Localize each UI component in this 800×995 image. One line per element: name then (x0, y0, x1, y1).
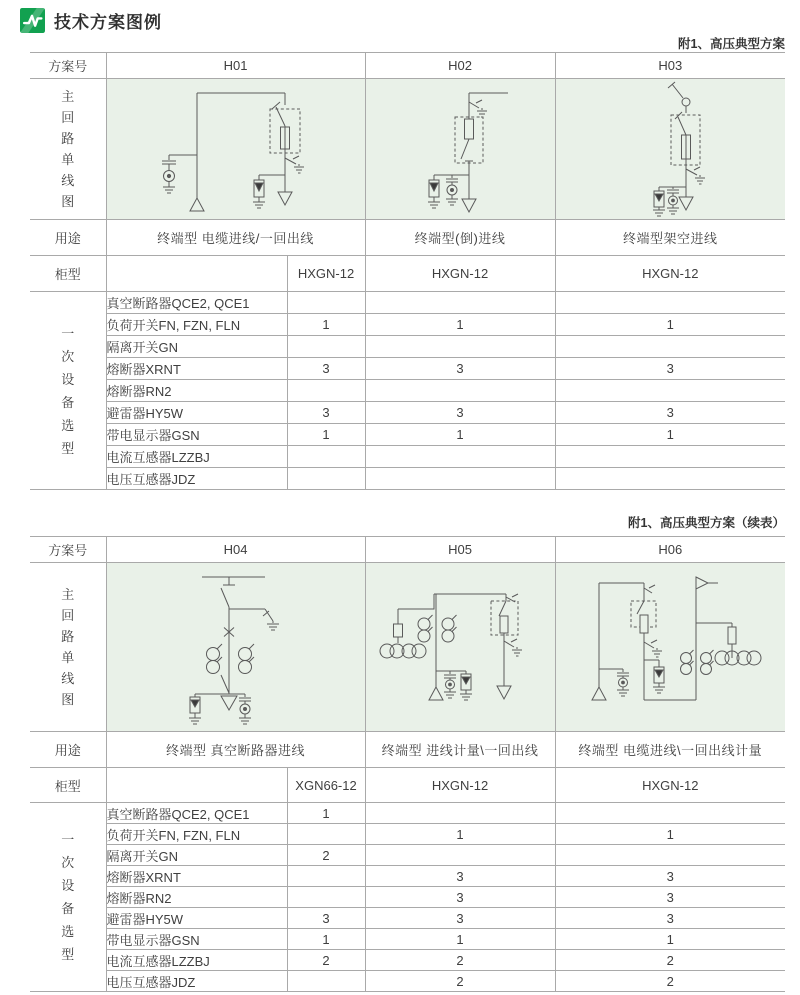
equipment-row-label: 一次设备选型 (30, 292, 106, 490)
equipment-value: 2 (555, 971, 785, 992)
scheme-table-1 (30, 52, 785, 490)
equipment-name: 隔离开关GN (106, 845, 287, 866)
equipment-value: 1 (287, 314, 365, 336)
usage-row-label: 用途 (30, 732, 106, 768)
scheme-h03: H03 (555, 53, 785, 79)
equipment-value (287, 468, 365, 490)
h02-diagram-cell (365, 79, 555, 220)
h06-circuit-diagram (556, 563, 784, 731)
equipment-value (555, 845, 785, 866)
cabinet-row-label: 柜型 (30, 256, 106, 292)
equipment-name: 负荷开关FN, FZN, FLN (106, 314, 287, 336)
equipment-value: 3 (365, 358, 555, 380)
equipment-value: 3 (287, 358, 365, 380)
equipment-value: 3 (555, 402, 785, 424)
equipment-value: 1 (365, 424, 555, 446)
equipment-value (287, 292, 365, 314)
equipment-value (287, 336, 365, 358)
equipment-name: 真空断路器QCE2, QCE1 (106, 292, 287, 314)
equipment-value (287, 380, 365, 402)
h02-circuit-diagram (366, 79, 554, 219)
page-title: 技术方案图例 (54, 13, 162, 32)
equipment-value: 1 (287, 803, 365, 824)
scheme-h06: H06 (555, 537, 785, 563)
equipment-name: 电流互感器LZZBJ (106, 950, 287, 971)
equipment-value (365, 336, 555, 358)
h04-diagram-cell (106, 563, 365, 732)
scheme-table-2 (30, 536, 785, 992)
usage-h04: 终端型 真空断路器进线 (106, 732, 365, 768)
h03-diagram-cell (555, 79, 785, 220)
equipment-value (555, 380, 785, 402)
h01-diagram-cell (106, 79, 365, 220)
equipment-name: 避雷器HY5W (106, 402, 287, 424)
equipment-value: 3 (365, 887, 555, 908)
equipment-value (287, 866, 365, 887)
equipment-value (365, 446, 555, 468)
equipment-name: 电流互感器LZZBJ (106, 446, 287, 468)
table1-caption: 附1、高压典型方案 (678, 37, 785, 51)
scheme-h05: H05 (365, 537, 555, 563)
equipment-value: 1 (555, 314, 785, 336)
pulse-icon (20, 8, 45, 33)
cabinet-h06: HXGN-12 (555, 768, 785, 803)
equipment-value (287, 971, 365, 992)
usage-h05: 终端型 进线计量\一回出线 (365, 732, 555, 768)
usage-h03: 终端型架空进线 (555, 220, 785, 256)
equipment-value (555, 292, 785, 314)
h03-circuit-diagram (556, 79, 784, 219)
cabinet-h02: HXGN-12 (365, 256, 555, 292)
equipment-value: 1 (555, 424, 785, 446)
equipment-value: 1 (287, 424, 365, 446)
scheme-row-label: 方案号 (30, 53, 106, 79)
equipment-value: 2 (287, 845, 365, 866)
equipment-value: 3 (555, 908, 785, 929)
h05-diagram-cell (365, 563, 555, 732)
equipment-value (287, 824, 365, 845)
equipment-name: 真空断路器QCE2, QCE1 (106, 803, 287, 824)
equipment-value: 3 (365, 908, 555, 929)
page-header (20, 8, 162, 33)
equipment-name: 避雷器HY5W (106, 908, 287, 929)
equipment-value (555, 336, 785, 358)
diagram-row-label: 主回路单线图 (30, 79, 106, 220)
equipment-name: 熔断器RN2 (106, 380, 287, 402)
equipment-value: 3 (287, 908, 365, 929)
cabinet-h04-empty (106, 768, 287, 803)
equipment-value: 3 (365, 402, 555, 424)
equipment-name: 隔离开关GN (106, 336, 287, 358)
equipment-name: 熔断器XRNT (106, 866, 287, 887)
equipment-value: 2 (287, 950, 365, 971)
usage-h01: 终端型 电缆进线/一回出线 (106, 220, 365, 256)
h01-circuit-diagram (107, 79, 366, 219)
equipment-name: 电压互感器JDZ (106, 971, 287, 992)
usage-h06: 终端型 电缆进线\一回出线计量 (555, 732, 785, 768)
equipment-value (365, 468, 555, 490)
equipment-value (287, 446, 365, 468)
equipment-value: 3 (555, 887, 785, 908)
scheme-h04: H04 (106, 537, 365, 563)
equipment-value: 2 (365, 950, 555, 971)
equipment-value: 3 (555, 358, 785, 380)
equipment-value: 3 (555, 866, 785, 887)
equipment-row-label: 一次设备选型 (30, 803, 106, 992)
equipment-name: 负荷开关FN, FZN, FLN (106, 824, 287, 845)
equipment-value (555, 803, 785, 824)
equipment-value (365, 380, 555, 402)
cabinet-h01-empty (106, 256, 287, 292)
equipment-value (365, 845, 555, 866)
equipment-value: 1 (555, 824, 785, 845)
equipment-value: 2 (555, 950, 785, 971)
usage-row-label: 用途 (30, 220, 106, 256)
scheme-h01: H01 (106, 53, 365, 79)
diagram-row-label: 主回路单线图 (30, 563, 106, 732)
equipment-name: 熔断器XRNT (106, 358, 287, 380)
h04-circuit-diagram (107, 563, 366, 731)
equipment-name: 熔断器RN2 (106, 887, 287, 908)
equipment-value: 3 (287, 402, 365, 424)
equipment-value (287, 887, 365, 908)
equipment-value: 1 (287, 929, 365, 950)
equipment-value: 1 (555, 929, 785, 950)
equipment-value (555, 446, 785, 468)
equipment-value (365, 292, 555, 314)
h05-circuit-diagram (366, 563, 554, 731)
equipment-value: 1 (365, 929, 555, 950)
equipment-value (555, 468, 785, 490)
cabinet-h03: HXGN-12 (555, 256, 785, 292)
equipment-value: 2 (365, 971, 555, 992)
cabinet-row-label: 柜型 (30, 768, 106, 803)
equipment-name: 带电显示器GSN (106, 424, 287, 446)
table2-caption: 附1、高压典型方案（续表） (628, 516, 785, 530)
equipment-name: 电压互感器JDZ (106, 468, 287, 490)
equipment-value: 1 (365, 824, 555, 845)
equipment-value (365, 803, 555, 824)
cabinet-h01: HXGN-12 (287, 256, 365, 292)
equipment-value: 1 (365, 314, 555, 336)
equipment-value: 3 (365, 866, 555, 887)
equipment-name: 带电显示器GSN (106, 929, 287, 950)
cabinet-h05: HXGN-12 (365, 768, 555, 803)
scheme-row-label: 方案号 (30, 537, 106, 563)
h06-diagram-cell (555, 563, 785, 732)
usage-h02: 终端型(倒)进线 (365, 220, 555, 256)
scheme-h02: H02 (365, 53, 555, 79)
cabinet-h04: XGN66-12 (287, 768, 365, 803)
